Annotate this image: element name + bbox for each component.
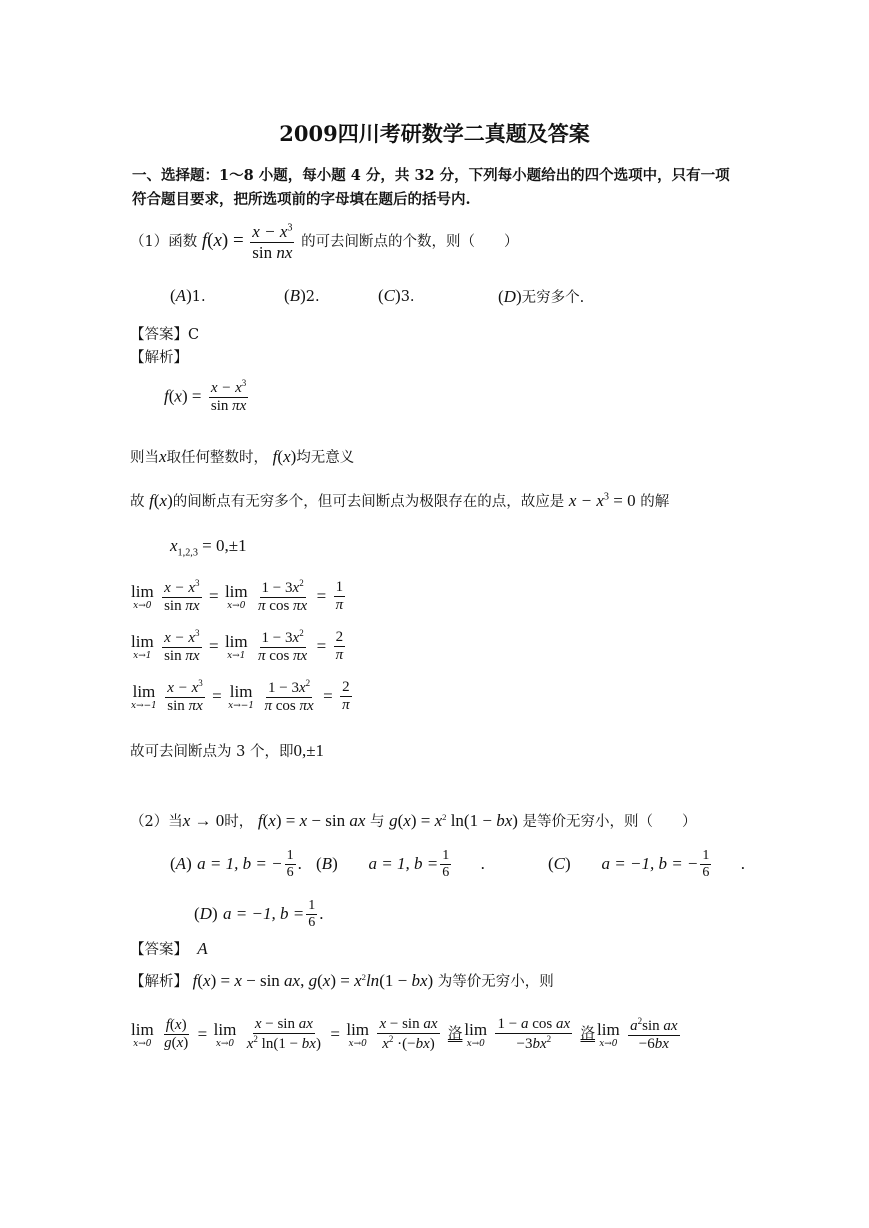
q2-option-d: (D) a = −1, b = $\frac{1}{6}$ . bbox=[194, 898, 324, 931]
q1-option-c: (C)3. bbox=[378, 286, 415, 305]
q1-function: f bbox=[201, 230, 208, 252]
q1-conclusion: 故可去间断点为 3 个，即0,±1 bbox=[130, 741, 325, 760]
q2-option-c: (C) a = −1, b = − $\frac{1}{6}$ . bbox=[548, 848, 746, 881]
page-title: 2009四川考研数学二真题及答案 bbox=[279, 121, 590, 146]
q2-limit-chain: lim x→0 $\frac{f(x)}{g(x)}$ = lim x→0 $\frac{\text{x − sin ax}}{x^2 \ln(1 - bx)}$ = lim x→0 $\frac{\text{x − sin ax}}{x^2 \cdot(-bx)}$ 洛 lim x→0 $\frac{\text{1 − a cos ax}}{-3bx^2}$ 洛 lim x→0 $\frac{a^2\sin ax}{-6bx}$ bbox=[131, 1016, 678, 1053]
q1-limit-1: lim x→0 $\frac{x - x^3}{\text{sin πx}}$ = lim x→0 $\frac{1 - 3x^2}{\text{π cos πx}}$ = $\frac{1}{\pi}$ bbox=[131, 578, 344, 615]
q2-analysis: 【解析】 f(x) = x − sin ax, $g(x) = x^2\ln(1 - bx)$ 为等价无穷小，则 bbox=[130, 971, 554, 990]
q1-option-d: (D)无穷多个. bbox=[498, 287, 585, 306]
q1-text-line1: 则当x取任何整数时， f(x)均无意义 bbox=[130, 447, 355, 466]
q1-option-b: (B)2. bbox=[284, 286, 320, 305]
section-heading-line2: 符合题目要求，把所选项前的字母填在题后的括号内. bbox=[132, 191, 471, 208]
q1-statement: （1）函数 f(x) = $\frac{x - x^3}{\text{sin nx}}$ 的可去间断点的个数，则（ ） bbox=[130, 222, 519, 262]
q1-roots: $x_{1,2,3} = 0,\pm 1$ bbox=[170, 536, 247, 559]
section-heading-line1: 一、选择题：1～8 小题，每小题 4 分，共 32 分，下列每小题给出的四个选项中，只有一项 bbox=[132, 167, 730, 184]
q1-limit-3: lim x→−1 $\frac{x - x^3}{\text{sin πx}}$ = lim x→−1 $\frac{1 - 3x^2}{\text{π cos πx}}$ = $\frac{2}{\pi}$ bbox=[131, 678, 350, 715]
q2-option-b: (B) a = 1, b = $\frac{1}{6}$ . bbox=[316, 848, 485, 881]
q1-fraction: $\frac{x - x^3}{\text{sin nx}}$ bbox=[252, 222, 293, 262]
q2-answer: 【答案】 A bbox=[130, 939, 208, 958]
q1-option-a: (A)1. bbox=[170, 286, 206, 305]
q1-formula-f: f(x) = $\frac{x - x^3}{\text{sin πx}}$ bbox=[164, 378, 247, 415]
q1-limit-2: lim x→1 $\frac{x - x^3}{\text{sin πx}}$ = lim x→1 $\frac{1 - 3x^2}{\text{π cos πx}}$ = $\frac{2}{\pi}$ bbox=[131, 628, 344, 665]
q1-analysis-label: 【解析】 bbox=[130, 350, 188, 366]
q1-number: （1）函数 bbox=[130, 234, 198, 251]
q1-text-line2: 故 f(x)的间断点有无穷多个，但可去间断点为极限存在的点，故应是 $x - x^3 = 0$ 的解 bbox=[130, 491, 670, 510]
q1-suffix: 的可去间断点的个数，则（ ） bbox=[301, 234, 519, 251]
q2-statement: （2）当x → 0时， f(x) = x − sin ax 与 $g(x) = x^2$ ln(1 − bx) 是等价无穷小，则（ ） bbox=[130, 811, 697, 830]
q2-option-a: (A) a = 1, b = − $\frac{1}{6}$ . bbox=[170, 848, 302, 881]
q1-answer: 【答案】C bbox=[130, 327, 200, 343]
